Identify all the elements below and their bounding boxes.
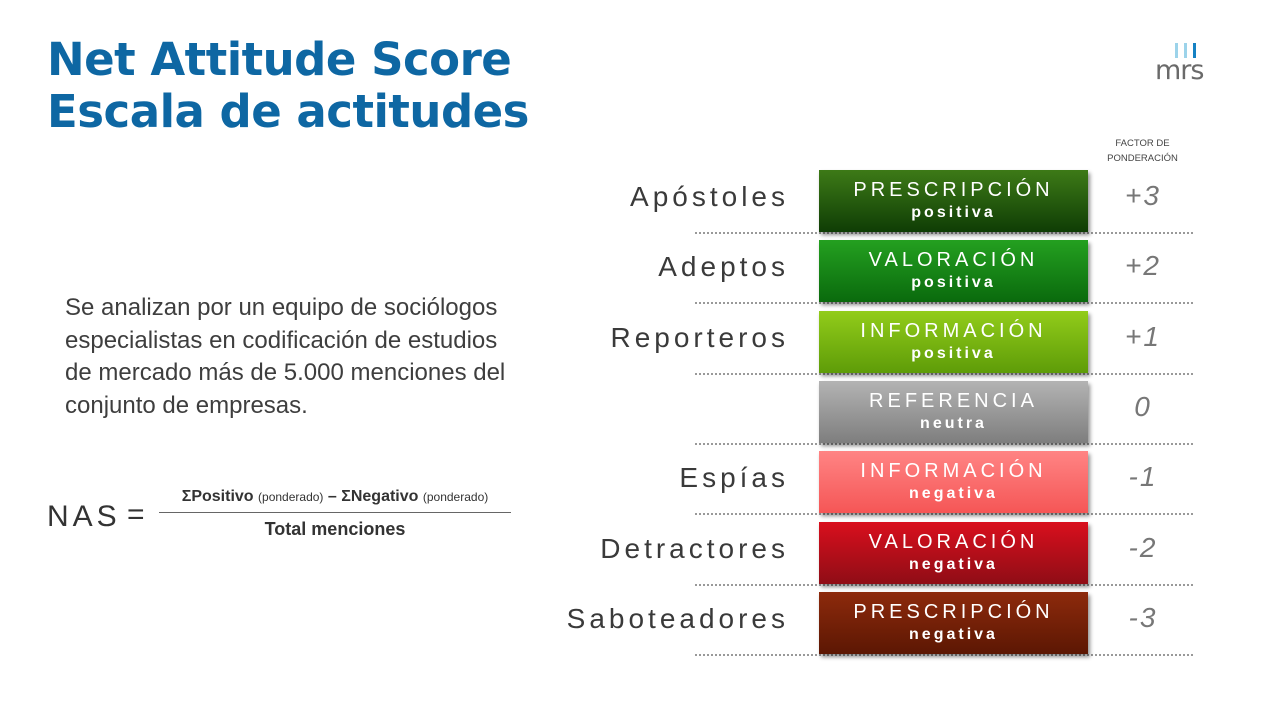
attitude-label: Adeptos xyxy=(658,251,789,282)
category-title: REFERENCIA xyxy=(869,390,1038,412)
scale-row xyxy=(548,520,1193,590)
title-line-1: Net Attitude Score xyxy=(47,33,512,86)
scale-row xyxy=(548,449,1193,519)
numerator xyxy=(159,482,511,512)
dotted-line xyxy=(695,654,1193,656)
dotted-line xyxy=(695,232,1193,234)
attitude-label: Apóstoles xyxy=(630,181,789,212)
dotted-line xyxy=(695,513,1193,515)
weight-factor: +3 xyxy=(1125,180,1161,211)
weight-factor: -3 xyxy=(1128,602,1158,633)
category-title: PRESCRIPCIÓN xyxy=(853,601,1054,623)
attitude-label: Espías xyxy=(679,462,789,493)
scale-row xyxy=(548,379,1193,449)
category-polarity: negativa xyxy=(909,485,998,502)
minus-sign: – xyxy=(327,488,337,505)
attitude-label: Reporteros xyxy=(610,322,789,353)
factor-header-line-1: FACTOR DE xyxy=(1115,138,1170,149)
category-polarity: positiva xyxy=(911,345,996,362)
weight-factor: -1 xyxy=(1128,461,1158,492)
negative-term: ΣNegativo xyxy=(341,488,419,505)
category-box xyxy=(819,240,1088,302)
category-title: PRESCRIPCIÓN xyxy=(853,179,1054,201)
title-line-2: Escala de actitudes xyxy=(47,85,529,138)
nas-formula xyxy=(47,482,527,552)
category-title: INFORMACIÓN xyxy=(860,460,1047,482)
dotted-line xyxy=(695,584,1193,586)
nas-label: NAS xyxy=(47,500,121,533)
weight-factor: -2 xyxy=(1128,532,1158,563)
denominator: Total menciones xyxy=(264,519,406,539)
mrs-logo xyxy=(1155,43,1215,87)
weight-factor: +1 xyxy=(1125,321,1161,352)
weight-factor: +2 xyxy=(1125,250,1161,281)
equals-sign: = xyxy=(127,498,145,531)
factor-header-line-2: PONDERACIÓN xyxy=(1107,153,1178,164)
attitude-label: Detractores xyxy=(600,533,789,564)
scale-row xyxy=(548,590,1193,660)
weight-factor: 0 xyxy=(1134,391,1152,422)
logo-text: mrs xyxy=(1155,55,1204,86)
category-box xyxy=(819,451,1088,513)
category-polarity: positiva xyxy=(911,204,996,221)
category-title: INFORMACIÓN xyxy=(860,320,1047,342)
category-box xyxy=(819,170,1088,232)
dotted-line xyxy=(695,373,1193,375)
fraction-line xyxy=(159,512,511,513)
category-box xyxy=(819,592,1088,654)
category-title: VALORACIÓN xyxy=(868,531,1039,553)
scale-row xyxy=(548,238,1193,308)
category-box xyxy=(819,522,1088,584)
positive-note: (ponderado) xyxy=(258,490,324,504)
page-title xyxy=(47,34,529,138)
intro-text: Se analizan por un equipo de sociólogos especialistas en codificación de estudios de mercado más de 5.000 menciones del conjunto de empresas. xyxy=(65,294,506,419)
category-title: VALORACIÓN xyxy=(868,249,1039,271)
fraction xyxy=(159,482,511,540)
positive-term: ΣPositivo xyxy=(181,488,254,505)
category-polarity: negativa xyxy=(909,626,998,643)
negative-note: (ponderado) xyxy=(422,490,489,504)
dotted-line xyxy=(695,443,1193,445)
scale-row xyxy=(548,168,1193,238)
category-box xyxy=(819,381,1088,443)
category-polarity: neutra xyxy=(920,415,987,432)
dotted-line xyxy=(695,302,1193,304)
factor-header xyxy=(1095,136,1190,166)
category-polarity: negativa xyxy=(909,556,998,573)
scale-row xyxy=(548,309,1193,379)
attitude-label: Saboteadores xyxy=(566,603,789,634)
category-box xyxy=(819,311,1088,373)
category-polarity: positiva xyxy=(911,274,996,291)
